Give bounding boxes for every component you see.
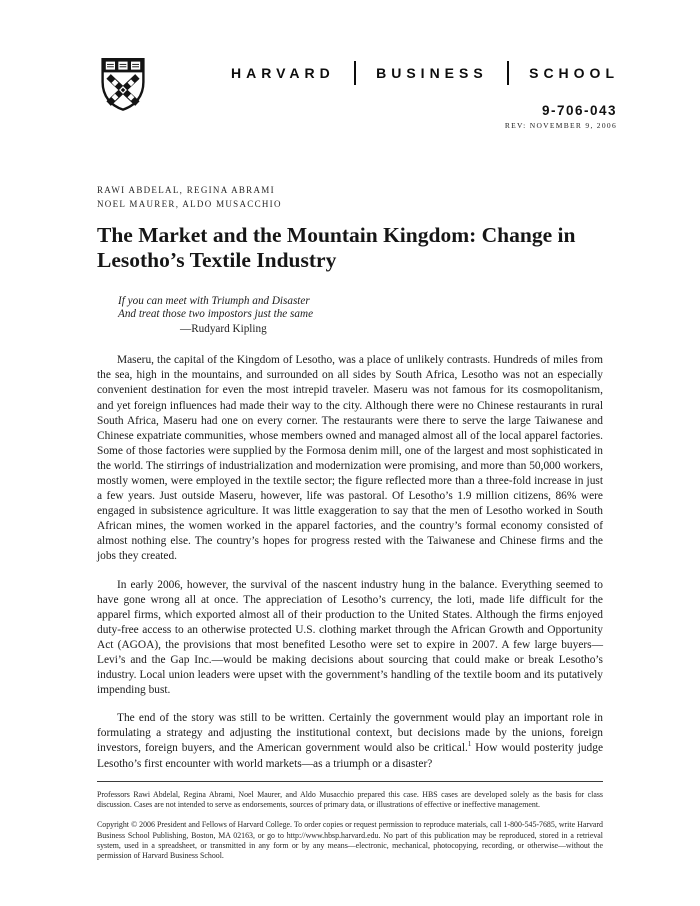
wordmark-business: BUSINESS xyxy=(376,65,488,81)
footnote-ref: 1 xyxy=(467,740,472,749)
paragraph-text: The end of the story was still to be written. Certainly the government would play an important role in formulating a strategy and adjusting the institutional context, but decisions made by the unions, foreign investors, foreign buyers, and the American government would also be critical. xyxy=(97,712,603,755)
author-line: RAWI ABDELAL, REGINA ABRAMI xyxy=(97,185,275,195)
revision-date: REV: NOVEMBER 9, 2006 xyxy=(504,121,617,130)
footnote-separator xyxy=(97,781,603,782)
wordmark-harvard: HARVARD xyxy=(231,65,335,81)
epigraph-line: If you can meet with Triumph and Disaster xyxy=(118,295,310,307)
body-paragraph: In early 2006, however, the survival of the nascent industry hung in the balance. Everything seemed to have gone wrong all at once. The appreciation of Lesotho’s currency, the loti, made life difficult for the apparel firms, which exported almost all of their production to the United States. Although the firms enjoyed duty-free access to an otherwise protected U.S. clothing market through the African Growth and Opportunity Act (AGOA), the provisions that most benefited Lesotho were set to expire in 2007. A few large buyers—Levi’s and the Gap Inc.—would be making decisions about sourcing that could make or break Lesotho’s industry. Local union leaders were upset with the government’s handling of the textile boom and its putatively impending bust. xyxy=(97,578,603,697)
case-credit-note: Professors Rawi Abdelal, Regina Abrami, Noel Maurer, and Aldo Musacchio prepared this case. HBS cases are developed solely as the basis for class discussion. Cases are not intended to serve as endorsements, sources of primary data, or illustrations of effective or ineffective management. xyxy=(97,789,603,809)
authors-block xyxy=(97,183,603,211)
author-line: NOEL MAURER, ALDO MUSACCHIO xyxy=(97,199,282,209)
content-column xyxy=(97,0,603,861)
body-paragraph: Maseru, the capital of the Kingdom of Lesotho, was a place of unlikely contrasts. Hundreds of miles from the sea, high in the mountains, and surrounded on all sides by South Africa, Lesotho was not an especially convenient destination for even the most intrepid traveler. Maseru was not famous for its cosmopolitanism, and yet foreign influences had made their way to the city. Although there were no Chinese restaurants in rural South Africa, Maseru had one on every corner. The restaurants were there to serve the large Taiwanese and Chinese expatriate communities, whose members owned and managed almost all of the local apparel factories. Some of those factories were supplied by the Formosa denim mill, one of the largest and most sophisticated in the world. The stirrings of industrialization and modernization were promising, and more than 50,000 workers, mostly women, were employed in the textile sector; the figure reflected more than a three-fold increase in just a few years. Just outside Maseru, however, life was pastoral. Of Lesotho’s 1.9 million citizens, 86% were engaged in subsistence agriculture. It was little exaggeration to say that the men of Lesotho worked in South African mines, the women worked in the apparel factories, and the country’s formal economy consisted of almost nothing else. The country’s hopes for progress rested with the Taiwanese and Chinese firms and the jobs they created. xyxy=(97,354,603,563)
wordmark-school: SCHOOL xyxy=(529,65,619,81)
epigraph-attribution: —Rudyard Kipling xyxy=(180,322,267,335)
case-title-line: The Market and the Mountain Kingdom: Change in xyxy=(97,223,576,247)
case-title-line: Lesotho’s Textile Industry xyxy=(97,247,337,272)
case-title xyxy=(97,223,619,272)
case-number: 9-706-043 xyxy=(541,103,617,118)
epigraph-line: And treat those two impostors just the same xyxy=(118,308,314,321)
paragraph-text: How would posterity judge Lesotho’s first encounter with world markets—as a triumph or a disaster? xyxy=(97,742,603,770)
epigraph xyxy=(118,295,603,336)
body-paragraph xyxy=(97,711,603,771)
copyright-notice: Copyright © 2006 President and Fellows of Harvard College. To order copies or request permission to reproduce materials, call 1-800-545-7685, write Harvard Business School Publishing, Boston, MA 02163, or go to http://www.hbsp.harvard.edu. No part of this publication may be reproduced, stored in a retrieval system, used in a spreadsheet, or transmitted in any form or by any means—electronic, mechanical, photocopying, recording, or otherwise—without the permission of Harvard Business School. xyxy=(97,820,603,861)
